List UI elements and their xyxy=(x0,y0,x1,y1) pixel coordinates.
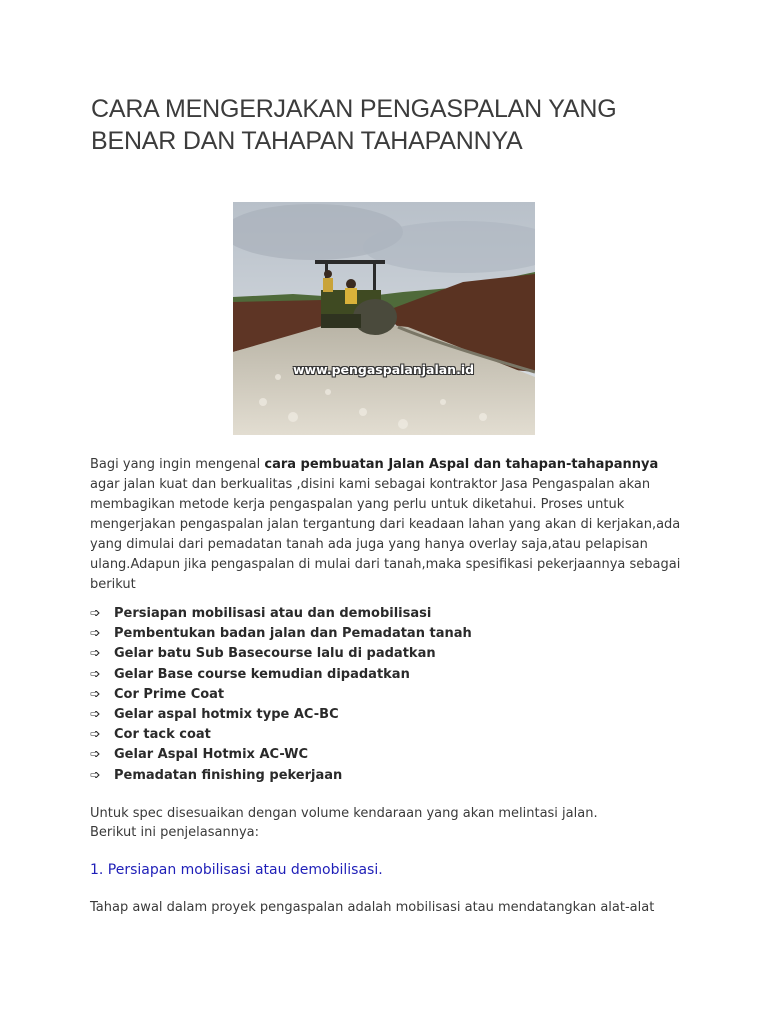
step-label: Gelar Base course kemudian dipadatkan xyxy=(114,666,410,682)
arrow-icon: ➩ xyxy=(90,727,101,743)
road-roller-photo xyxy=(233,202,535,435)
list-item xyxy=(90,624,690,644)
step-label: Cor tack coat xyxy=(114,727,211,743)
list-item xyxy=(90,745,690,765)
section-heading: 1. Persiapan mobilisasi atau demobilisasi. xyxy=(90,862,383,878)
list-item xyxy=(90,725,690,745)
arrow-icon: ➩ xyxy=(90,606,101,621)
spec-line-2: Berikut ini penjelasannya: xyxy=(90,825,259,840)
list-item xyxy=(90,644,690,664)
list-item xyxy=(90,665,690,685)
step-label: Gelar batu Sub Basecourse lalu di padatkan xyxy=(114,646,436,662)
arrow-icon: ➩ xyxy=(90,707,101,723)
intro-bold-phrase: cara pembuatan Jalan Aspal dan tahapan-tahapannya xyxy=(264,457,659,472)
arrow-icon: ➩ xyxy=(90,626,101,642)
arrow-icon: ➩ xyxy=(90,666,101,682)
step-label: Gelar aspal hotmix type AC-BC xyxy=(114,707,339,723)
step-label: Pembentukan badan jalan dan Pemadatan tanah xyxy=(114,626,472,642)
page-title: CARA MENGERJAKAN PENGASPALAN YANG BENAR DAN TAHAPAN TAHAPANNYA xyxy=(91,95,617,155)
intro-paragraph xyxy=(90,455,690,595)
intro-text-start: Bagi yang ingin mengenal xyxy=(90,457,265,472)
photo-illustration xyxy=(233,202,535,435)
spec-paragraph xyxy=(90,804,690,842)
arrow-icon: ➩ xyxy=(90,747,101,763)
step-label: Persiapan mobilisasi atau dan demobilisasi xyxy=(114,606,432,621)
step-label: Pemadatan finishing pekerjaan xyxy=(114,767,343,783)
spec-line-1: Untuk spec disesuaikan dengan volume kendaraan yang akan melintasi jalan. xyxy=(90,806,598,821)
list-item xyxy=(90,766,690,786)
arrow-icon: ➩ xyxy=(90,767,101,783)
section-paragraph: Tahap awal dalam proyek pengaspalan adalah mobilisasi atau mendatangkan alat-alat xyxy=(90,900,655,915)
intro-text-rest: agar jalan kuat dan berkualitas ,disini kami sebagai kontraktor Jasa Pengaspalan akan membagikan metode kerja pengaspalan yang perlu untuk diketahui. Proses untuk mengerjakan pengaspalan jalan tergantung dari keadaan lahan yang akan di kerjakan,ada yang dimulai dari pemadatan tanah ada juga yang hanya overlay saja,atau pelapisan ulang.Adapun jika pengaspalan di mulai dari tanah,maka spesifikasi pekerjaannya sebagai berikut xyxy=(90,477,681,592)
photo-watermark: www.pengaspalanjalan.id xyxy=(293,362,475,377)
steps-list xyxy=(90,604,690,786)
list-item xyxy=(90,685,690,705)
arrow-icon: ➩ xyxy=(90,686,101,702)
step-label: Cor Prime Coat xyxy=(114,686,225,702)
step-label: Gelar Aspal Hotmix AC-WC xyxy=(114,747,309,763)
arrow-icon: ➩ xyxy=(90,646,101,662)
list-item xyxy=(90,705,690,725)
list-item xyxy=(90,604,690,624)
